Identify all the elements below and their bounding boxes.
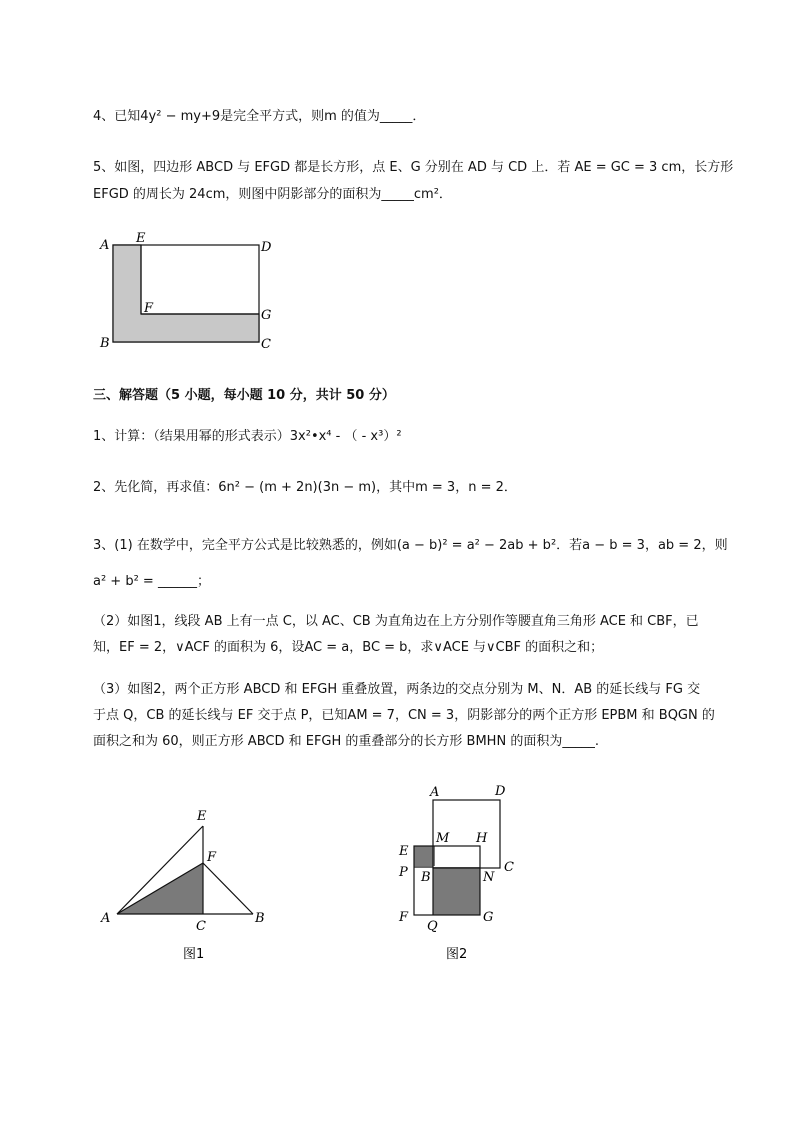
problem-3-3-line-2: 于点 Q，CB 的延长线与 EF 交于点 P，已知AM = 7，CN = 3，阴影部分的两个正方形 EPBM 和 BQGN 的 bbox=[93, 708, 715, 723]
question-5-line-2: EFGD 的周长为 24cm，则图中阴影部分的面积为_____cm²． bbox=[93, 187, 452, 202]
label-m: M bbox=[436, 831, 450, 846]
label-f: F bbox=[144, 301, 154, 316]
problem-2: 2、先化简，再求值：6n² − (m + 2n)(3n − m)，其中m = 3，n = 2． bbox=[93, 480, 517, 495]
label-a: A bbox=[430, 785, 440, 800]
question-4: 4、已知4y² − my+9是完全平方式，则m 的值为_____． bbox=[93, 109, 426, 124]
problem-1: 1、计算：（结果用幂的形式表示）3x²•x⁴ - （ - x³）² bbox=[93, 429, 402, 444]
label-d: D bbox=[261, 240, 272, 255]
rectangle-figure bbox=[95, 230, 285, 355]
question-5-line-1: 5、如图，四边形 ABCD 与 EFGD 都是长方形，点 E、G 分别在 AD 与 CD 上．若 AE = GC = 3 cm，长方形 bbox=[93, 160, 734, 175]
label-f: F bbox=[399, 910, 409, 925]
label-h: H bbox=[476, 831, 488, 846]
label-d: D bbox=[495, 784, 506, 799]
squares-figure bbox=[390, 780, 540, 970]
figure-caption: 图2 bbox=[446, 947, 468, 962]
label-e: E bbox=[136, 231, 146, 246]
label-g: G bbox=[261, 308, 272, 323]
triangle-figure bbox=[95, 800, 275, 970]
label-g: G bbox=[483, 910, 494, 925]
label-c: C bbox=[196, 919, 206, 934]
label-n: N bbox=[483, 870, 495, 885]
label-c: C bbox=[504, 860, 514, 875]
label-b: B bbox=[255, 911, 265, 926]
label-a: A bbox=[101, 911, 111, 926]
label-a: A bbox=[100, 238, 110, 253]
label-c: C bbox=[261, 337, 271, 352]
label-p: P bbox=[399, 865, 408, 880]
label-f: F bbox=[207, 850, 217, 865]
label-q: Q bbox=[427, 919, 438, 934]
section-heading: 三、解答题（5 小题，每小题 10 分，共计 50 分） bbox=[93, 388, 395, 403]
label-b: B bbox=[100, 336, 110, 351]
figure-caption: 图1 bbox=[183, 947, 205, 962]
problem-3-2-line-1: （2）如图1，线段 AB 上有一点 C，以 AC、CB 为直角边在上方分别作等腰直角三角形 ACE 和 CBF，已 bbox=[93, 614, 699, 629]
label-e: E bbox=[197, 809, 207, 824]
problem-3-line-1: 3、(1) 在数学中，完全平方公式是比较熟悉的，例如(a − b)² = a² − 2ab + b²．若a − b = 3，ab = 2，则 bbox=[93, 538, 728, 553]
problem-3-line-2: a² + b² = ______； bbox=[93, 574, 210, 589]
label-b: B bbox=[421, 870, 431, 885]
problem-3-2-line-2: 知，EF = 2，∨ACF 的面积为 6，设AC = a，BC = b，求∨ACE 与∨CBF 的面积之和； bbox=[93, 640, 604, 655]
problem-3-3-line-1: （3）如图2，两个正方形 ABCD 和 EFGH 重叠放置，两条边的交点分别为 M、N．AB 的延长线与 FG 交 bbox=[93, 682, 701, 697]
problem-3-3-line-3: 面积之和为 60，则正方形 ABCD 和 EFGH 的重叠部分的长方形 BMHN 的面积为_____. bbox=[93, 734, 599, 749]
label-e: E bbox=[399, 844, 409, 859]
